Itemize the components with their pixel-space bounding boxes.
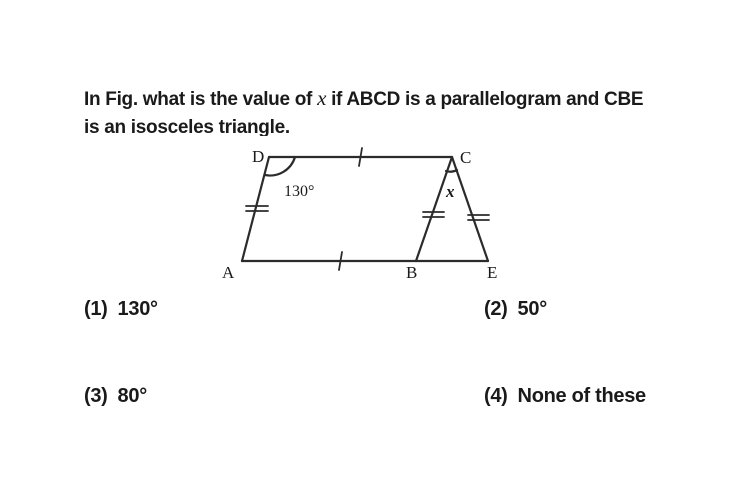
question-suffix: if ABCD is a parallelogram and CBE (326, 89, 644, 110)
option-4-text: None of these (517, 385, 646, 407)
option-4[interactable] (484, 385, 646, 408)
label-A: A (222, 263, 235, 282)
label-B: B (406, 263, 418, 282)
angle-C-label: x (446, 182, 455, 201)
angle-D-label: 130° (284, 183, 315, 200)
option-1-number: (1) (84, 298, 108, 320)
question-line-2: is an isosceles triangle. (84, 117, 290, 136)
side-CB (416, 157, 452, 261)
option-3-text: 80° (117, 385, 147, 407)
label-C: C (460, 148, 472, 167)
question-variable: x (317, 86, 327, 110)
option-2-text: 50° (517, 298, 547, 320)
side-CE (452, 157, 488, 261)
option-3[interactable] (84, 385, 147, 408)
angle-D-arc (265, 157, 295, 176)
option-2-number: (2) (484, 298, 508, 320)
label-D: D (252, 147, 265, 166)
option-1[interactable] (84, 298, 158, 321)
option-2[interactable] (484, 298, 547, 321)
option-4-number: (4) (484, 385, 508, 407)
side-AD (242, 157, 269, 261)
option-3-number: (3) (84, 385, 108, 407)
option-1-text: 130° (117, 298, 158, 320)
label-E: E (487, 263, 498, 282)
question-prefix: In Fig. what is the value of (84, 89, 318, 110)
